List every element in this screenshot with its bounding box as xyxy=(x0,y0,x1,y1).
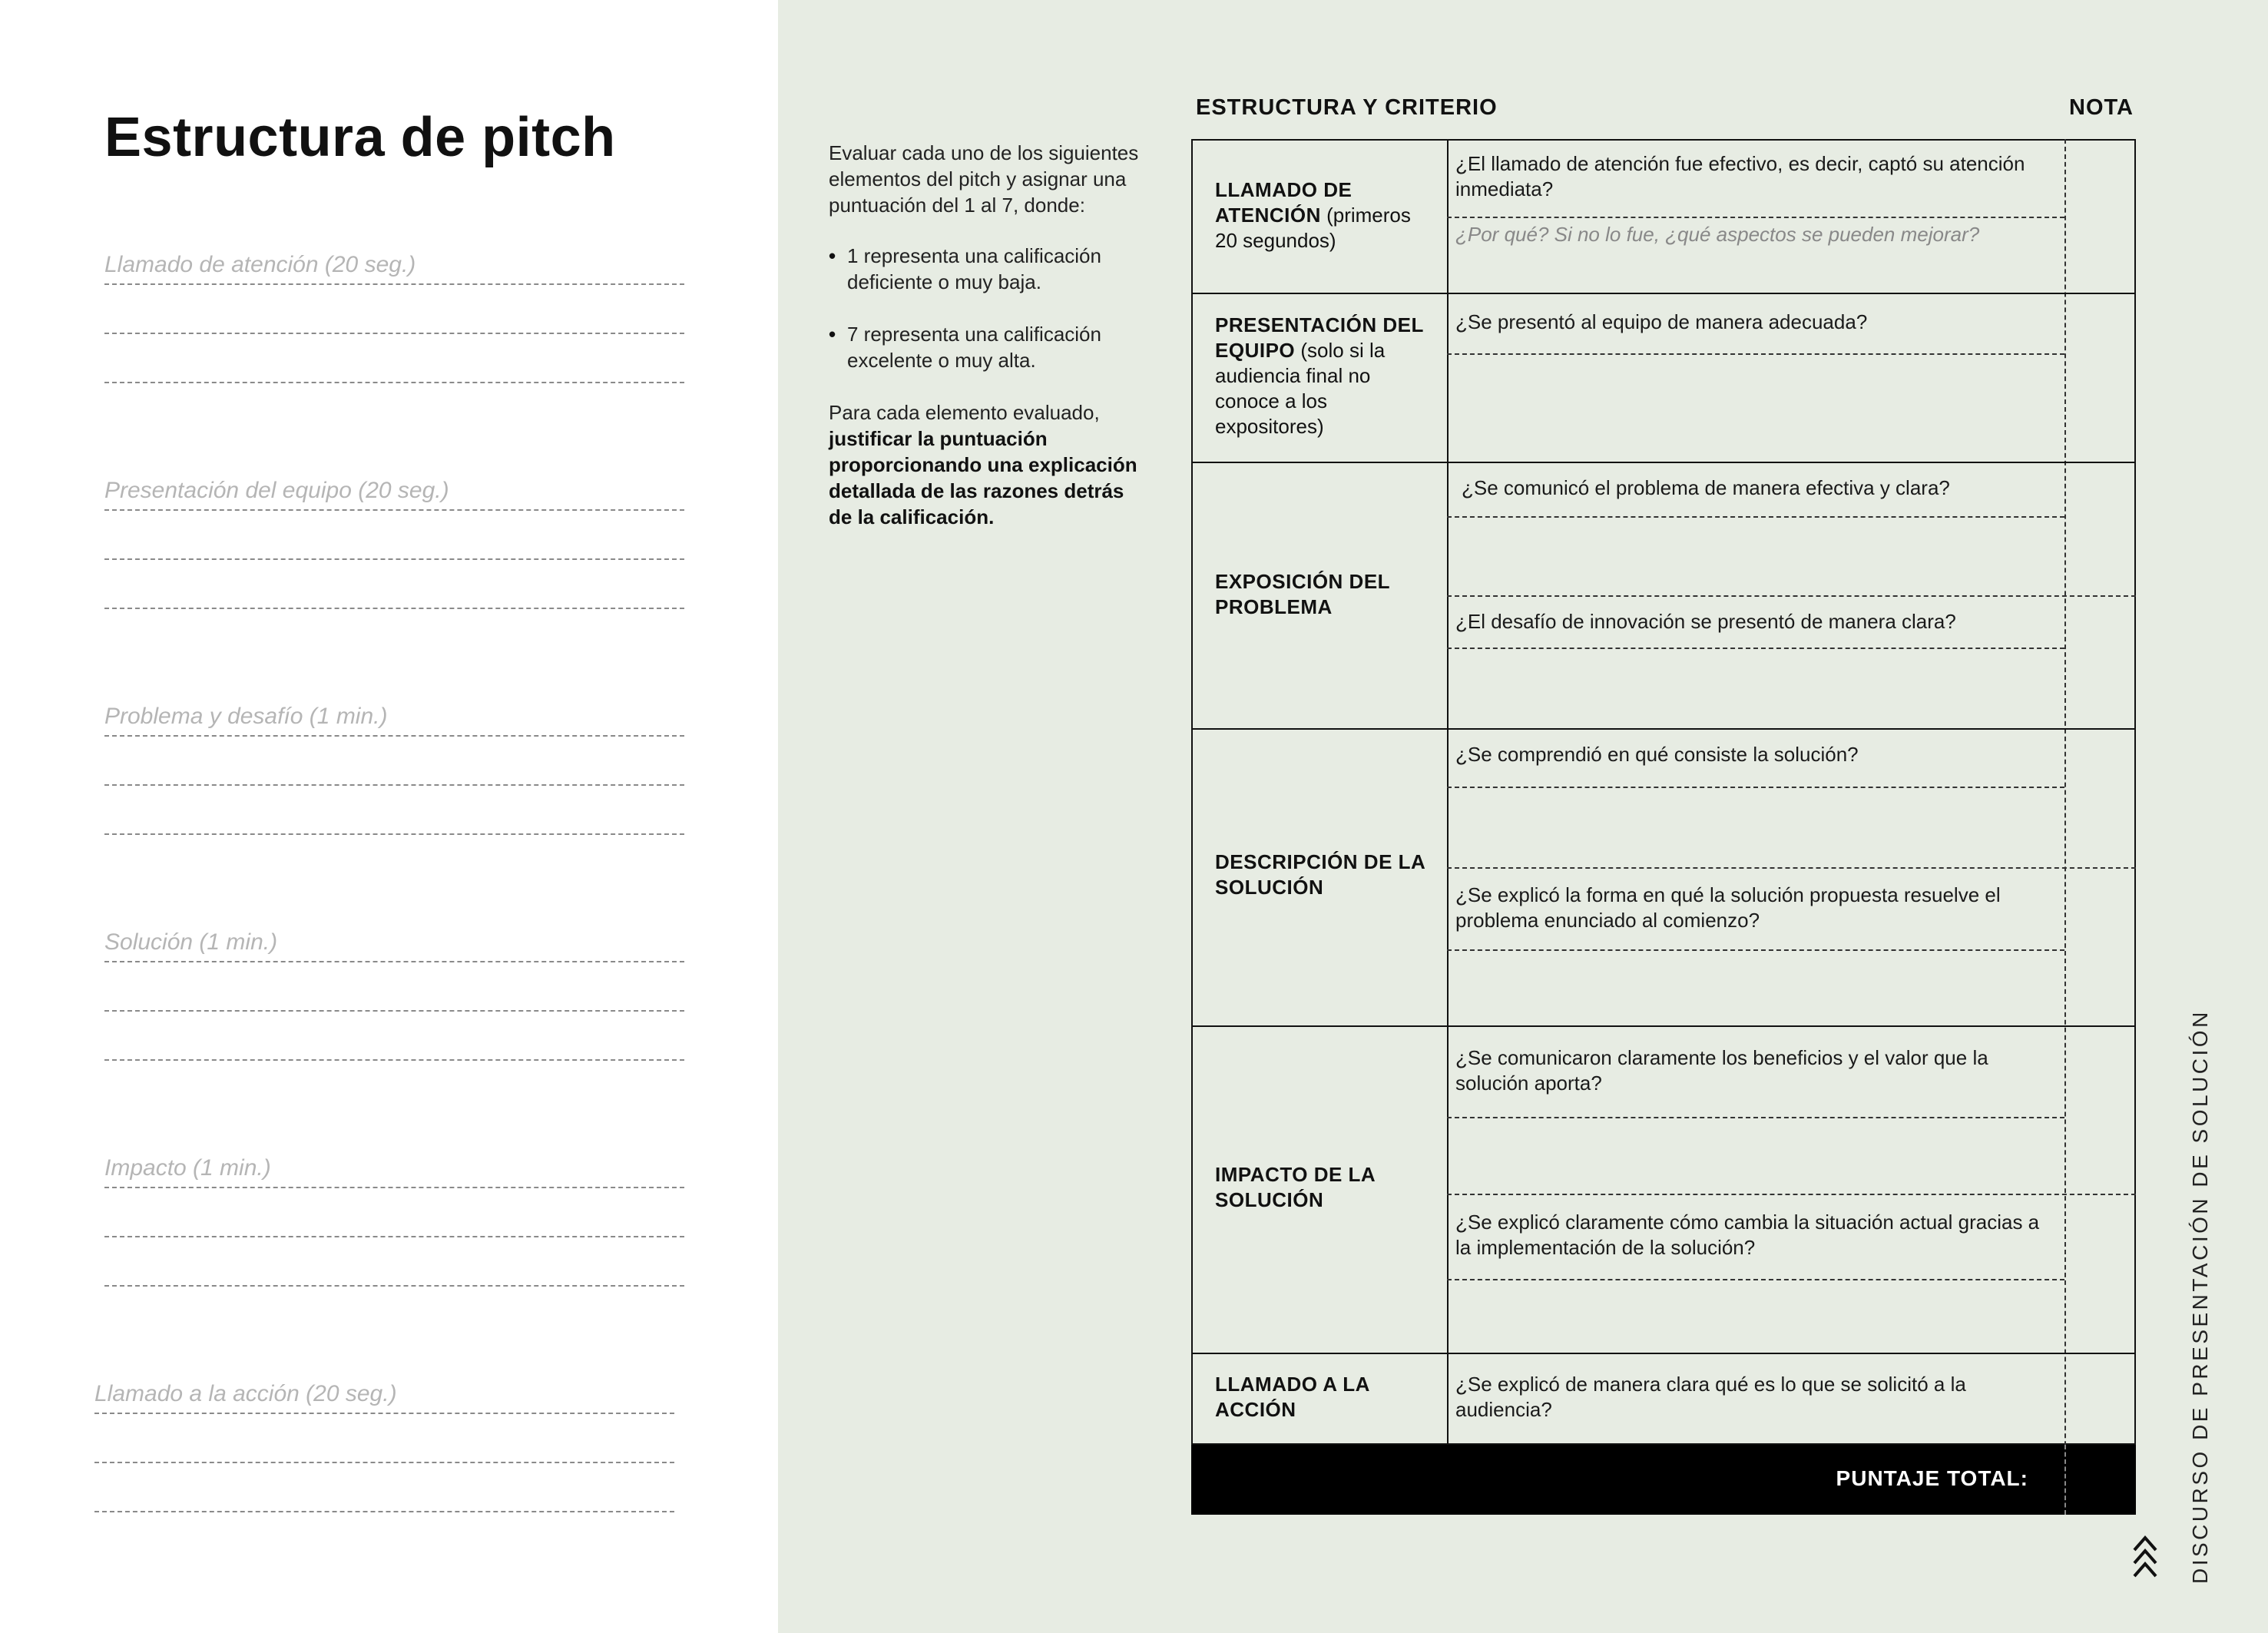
instructions-intro: Evaluar cada uno de los siguientes elementos del pitch y asignar una puntuación del 1 al 7, donde: xyxy=(829,141,1139,217)
instructions xyxy=(829,140,1147,555)
section-label: Presentación del equipo (20 seg.) xyxy=(104,478,449,503)
writing-line[interactable] xyxy=(104,1187,684,1188)
tree-logo-icon xyxy=(2131,1535,2160,1581)
row-separator xyxy=(1191,1353,2136,1354)
note-section-impact xyxy=(104,1151,684,1287)
note-section-attention xyxy=(104,248,684,383)
row-separator xyxy=(1191,1025,2136,1027)
answer-line xyxy=(1447,787,2064,788)
scale-item-high: • 7 representa una calificación excelente o muy alta. xyxy=(847,321,1147,373)
writing-line[interactable] xyxy=(104,784,684,786)
answer-line xyxy=(1447,516,2064,518)
writing-line[interactable] xyxy=(104,509,684,511)
writing-line[interactable] xyxy=(104,608,684,609)
criterion-impact: IMPACTO DE LA SOLUCIÓN xyxy=(1215,1163,1376,1211)
criterion-team: PRESENTACIÓN DEL EQUIPO (solo si la audiencia final no conoce a los expositores) xyxy=(1215,313,1424,438)
writing-line[interactable] xyxy=(104,1010,684,1012)
section-label: Llamado de atención (20 seg.) xyxy=(104,252,416,277)
side-section-label: DISCURSO DE PRESENTACIÓN DE SOLUCIÓN xyxy=(2188,1009,2212,1584)
question-solution-1: ¿Se comprendió en qué consiste la solución? xyxy=(1455,743,1859,766)
question-separator xyxy=(1447,595,2136,597)
writing-line[interactable] xyxy=(104,1285,684,1287)
criterion-attention: LLAMADO DE ATENCIÓN (primeros 20 segundos) xyxy=(1215,178,1411,252)
row-separator xyxy=(1191,728,2136,730)
question-separator xyxy=(1447,867,2136,869)
column-header-criteria: ESTRUCTURA Y CRITERIO xyxy=(1196,95,1498,120)
section-label: Impacto (1 min.) xyxy=(104,1155,271,1181)
question-problem-2: ¿El desafío de innovación se presentó de manera clara? xyxy=(1455,610,1956,633)
hint-attention: ¿Por qué? Si no lo fue, ¿qué aspectos se pueden mejorar? xyxy=(1455,223,1980,246)
note-section-call-to-action xyxy=(94,1377,674,1512)
question-impact-1: ¿Se comunicaron claramente los beneficios y el valor que la solución aporta? xyxy=(1455,1046,1988,1095)
column-header-grade: NOTA xyxy=(2069,95,2134,120)
note-section-problem xyxy=(104,700,684,835)
total-score-divider xyxy=(2064,1445,2066,1515)
writing-line[interactable] xyxy=(104,558,684,560)
question-solution-2: ¿Se explicó la forma en qué la solución propuesta resuelve el problema enunciado al comienzo? xyxy=(1455,883,2001,932)
question-call-to-action: ¿Se explicó de manera clara qué es lo que se solicitó a la audiencia? xyxy=(1455,1373,1966,1421)
row-separator xyxy=(1191,462,2136,463)
question-separator xyxy=(1447,1194,2136,1195)
instructions-outro xyxy=(829,399,1147,530)
instructions-outro-plain: Para cada elemento evaluado, xyxy=(829,401,1100,424)
criterion-call-to-action: LLAMADO A LA ACCIÓN xyxy=(1215,1373,1369,1421)
question-team: ¿Se presentó al equipo de manera adecuada? xyxy=(1455,310,1868,333)
answer-line xyxy=(1447,217,2064,218)
section-label: Problema y desafío (1 min.) xyxy=(104,704,388,729)
page-title: Estructura de pitch xyxy=(104,107,616,168)
scale-list xyxy=(829,243,1147,373)
writing-line[interactable] xyxy=(104,833,684,835)
answer-line xyxy=(1447,648,2064,649)
writing-line[interactable] xyxy=(94,1413,674,1414)
writing-line[interactable] xyxy=(104,333,684,334)
answer-line xyxy=(1447,353,2064,355)
section-label: Solución (1 min.) xyxy=(104,929,278,955)
grade-column-divider xyxy=(2064,139,2066,1515)
answer-line xyxy=(1447,1117,2064,1118)
note-section-solution xyxy=(104,926,684,1061)
criterion-solution: DESCRIPCIÓN DE LA SOLUCIÓN xyxy=(1215,850,1425,899)
writing-line[interactable] xyxy=(104,735,684,737)
row-separator xyxy=(1191,293,2136,294)
total-score-label: PUNTAJE TOTAL: xyxy=(1836,1466,2028,1490)
writing-line[interactable] xyxy=(104,382,684,383)
writing-line[interactable] xyxy=(104,1059,684,1061)
instructions-outro-bold: justificar la puntuación proporcionando una explicación detallada de las razones detrás de la calificación. xyxy=(829,427,1137,528)
left-page xyxy=(0,0,778,1633)
note-section-team xyxy=(104,474,684,609)
question-problem-1: ¿Se comunicó el problema de manera efectiva y clara? xyxy=(1462,476,1950,499)
question-attention: ¿El llamado de atención fue efectivo, es decir, captó su atención inmediata? xyxy=(1455,152,2025,200)
question-impact-2: ¿Se explicó claramente cómo cambia la situación actual gracias a la implementación de la solución? xyxy=(1455,1211,2040,1259)
writing-line[interactable] xyxy=(104,283,684,285)
writing-line[interactable] xyxy=(104,961,684,962)
writing-line[interactable] xyxy=(104,1236,684,1237)
section-label: Llamado a la acción (20 seg.) xyxy=(94,1381,397,1406)
writing-line[interactable] xyxy=(94,1462,674,1463)
writing-line[interactable] xyxy=(94,1511,674,1512)
total-score-bar xyxy=(1191,1445,2136,1515)
scale-item-low: • 1 representa una calificación deficiente o muy baja. xyxy=(847,243,1147,295)
criterion-problem: EXPOSICIÓN DEL PROBLEMA xyxy=(1215,570,1390,618)
answer-line xyxy=(1447,949,2064,951)
evaluation-table xyxy=(1191,139,2136,1515)
column-divider xyxy=(1447,139,1449,1445)
answer-line xyxy=(1447,1279,2064,1280)
